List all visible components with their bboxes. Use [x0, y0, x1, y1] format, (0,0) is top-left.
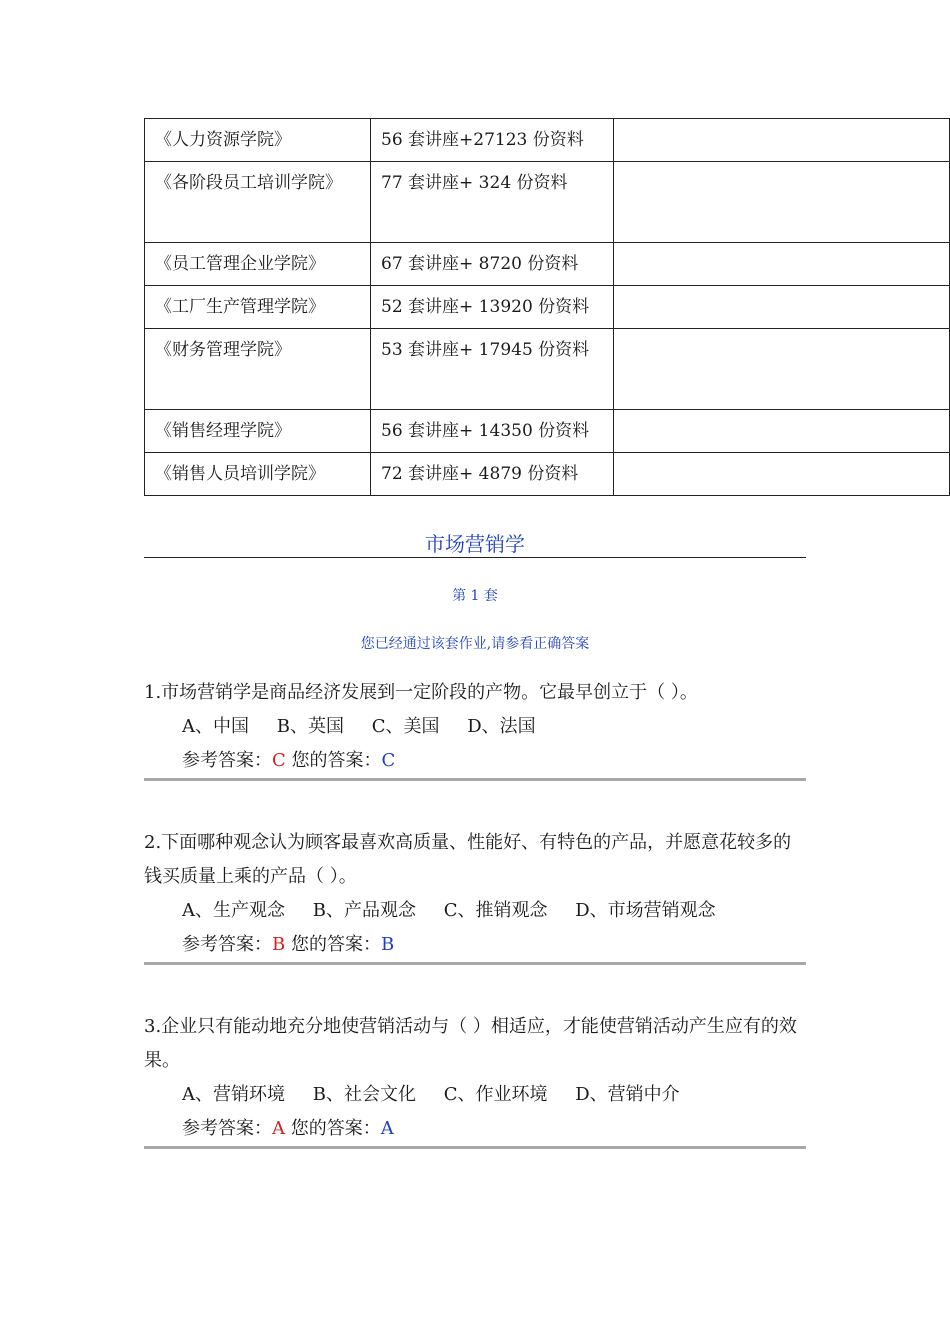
- ref-answer-value: C: [272, 750, 286, 771]
- resource-count: 52 套讲座+ 13920 份资料: [371, 286, 614, 329]
- option-b: B、英国: [276, 716, 344, 737]
- section-divider: [144, 557, 806, 558]
- question-divider: [144, 962, 806, 965]
- option-a: A、营销环境: [182, 1084, 285, 1105]
- question-divider: [144, 1146, 806, 1149]
- question-3: [144, 1010, 806, 1149]
- table-row: [145, 119, 950, 162]
- ref-answer-value: A: [272, 1118, 285, 1139]
- resource-count: 53 套讲座+ 17945 份资料: [371, 329, 614, 410]
- table-row: [145, 453, 950, 496]
- empty-cell: [614, 286, 950, 329]
- college-name: 《工厂生产管理学院》: [145, 286, 371, 329]
- question-text: 3.企业只有能动地充分地使营销活动与（ ）相适应，才能使营销活动产生应有的效果。: [144, 1016, 797, 1071]
- empty-cell: [614, 410, 950, 453]
- resource-count: 56 套讲座+ 14350 份资料: [371, 410, 614, 453]
- question-options: [144, 1078, 806, 1112]
- empty-cell: [614, 162, 950, 243]
- question-text: 2.下面哪种观念认为顾客最喜欢高质量、性能好、有特色的产品，并愿意花较多的钱买质量上乘的产品（ ）。: [144, 832, 792, 887]
- ref-answer-label: 参考答案：: [182, 1118, 272, 1139]
- empty-cell: [614, 329, 950, 410]
- table-row: [145, 329, 950, 410]
- answer-line: [144, 1112, 806, 1146]
- ref-answer-label: 参考答案：: [182, 934, 272, 955]
- pass-notice: 您已经通过该套作业,请参看正确答案: [360, 636, 590, 652]
- your-answer-value: B: [380, 934, 395, 955]
- option-b: B、社会文化: [312, 1084, 416, 1105]
- your-answer-value: C: [381, 750, 396, 771]
- option-c: C、美国: [371, 716, 440, 737]
- option-a: A、生产观念: [182, 900, 285, 921]
- answer-line: [144, 744, 806, 778]
- table-row: [145, 286, 950, 329]
- resource-table: [144, 118, 950, 496]
- table-row: [145, 410, 950, 453]
- ref-answer-value: B: [272, 934, 286, 955]
- your-answer-value: A: [380, 1118, 394, 1139]
- question-text: 1.市场营销学是商品经济发展到一定阶段的产物。它最早创立于（ ）。: [144, 682, 698, 703]
- college-name: 《员工管理企业学院》: [145, 243, 371, 286]
- question-divider: [144, 778, 806, 781]
- question-options: [144, 894, 806, 928]
- section-title: 市场营销学: [425, 532, 525, 556]
- college-name: 《销售经理学院》: [145, 410, 371, 453]
- empty-cell: [614, 119, 950, 162]
- option-d: D、市场营销观念: [575, 900, 716, 921]
- your-answer-label: 您的答案：: [291, 750, 382, 771]
- table-row: [145, 243, 950, 286]
- ref-answer-label: 参考答案：: [182, 750, 272, 771]
- college-name: 《各阶段员工培训学院》: [145, 162, 371, 243]
- table-row: [145, 162, 950, 243]
- college-name: 《销售人员培训学院》: [145, 453, 371, 496]
- option-a: A、中国: [182, 716, 249, 737]
- your-answer-label: 您的答案：: [290, 1118, 381, 1139]
- college-name: 《财务管理学院》: [145, 329, 371, 410]
- question-2: [144, 826, 806, 965]
- resource-count: 77 套讲座+ 324 份资料: [371, 162, 614, 243]
- answer-line: [144, 928, 806, 962]
- empty-cell: [614, 243, 950, 286]
- option-b: B、产品观念: [312, 900, 416, 921]
- resource-count: 56 套讲座+27123 份资料: [371, 119, 614, 162]
- question-options: [144, 710, 806, 744]
- option-c: C、作业环境: [443, 1084, 548, 1105]
- question-1: [144, 676, 806, 781]
- resource-count: 67 套讲座+ 8720 份资料: [371, 243, 614, 286]
- empty-cell: [614, 453, 950, 496]
- option-d: D、营销中介: [575, 1084, 680, 1105]
- resource-count: 72 套讲座+ 4879 份资料: [371, 453, 614, 496]
- option-c: C、推销观念: [443, 900, 548, 921]
- college-name: 《人力资源学院》: [145, 119, 371, 162]
- your-answer-label: 您的答案：: [290, 934, 381, 955]
- set-label: 第 1 套: [452, 588, 498, 604]
- option-d: D、法国: [467, 716, 536, 737]
